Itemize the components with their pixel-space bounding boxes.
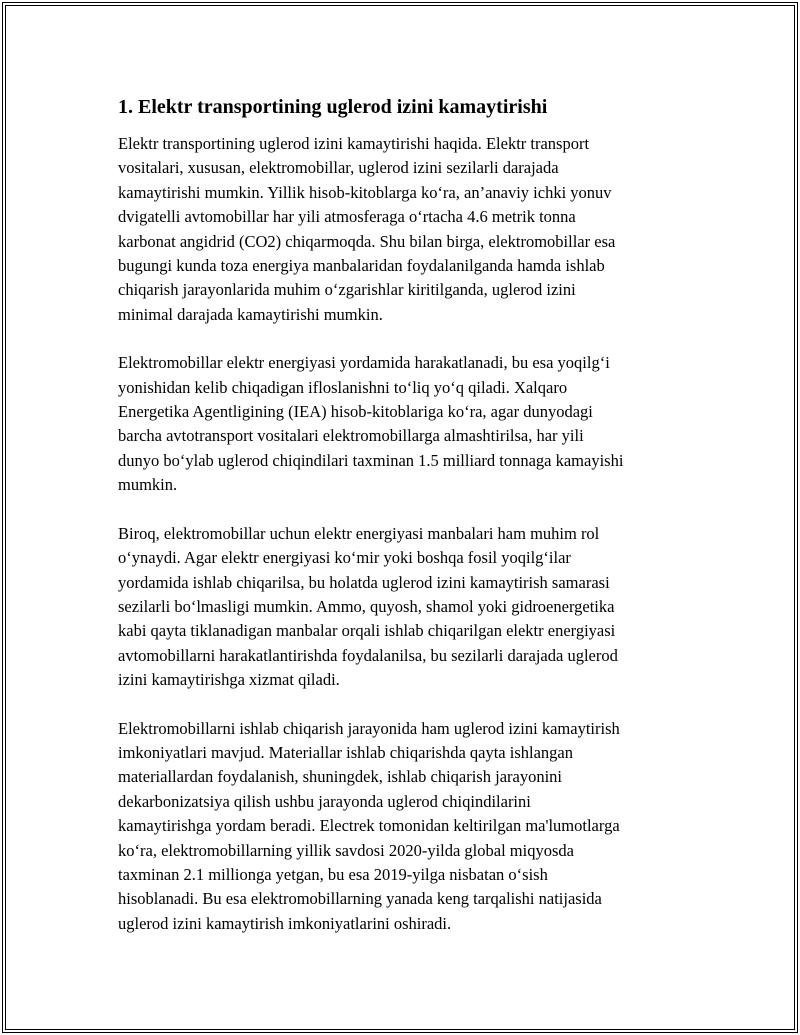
- section-heading: 1. Elektr transportining uglerod izini kamaytirishi: [118, 96, 548, 118]
- document-page: [118, 92, 692, 960]
- paragraph-3: Biroq, elektromobillar uchun elektr energiyasi manbalari ham muhim rol o‘ynaydi. Agar elektr energiyasi ko‘mir yoki boshqa fosil yoqilg‘ilar yordamida ishlab chiqarilsa, bu holatda uglerod izini kamaytirish samarasi sezilarli bo‘lmasligi mumkin. Ammo, quyosh, shamol yoki gidroenergetika kabi qayta tiklanadigan manbalar orqali ishlab chiqarilgan elektr energiyasi avtomobillarni harakatlantirishda foydalanilsa, bu sezilarli darajada uglerod izini kamaytirishga xizmat qiladi.: [118, 523, 618, 690]
- paragraph-1: Elektr transportining uglerod izini kamaytirishi haqida. Elektr transport vositalari, xususan, elektromobillar, uglerod izini sezilarli darajada kamaytirishi mumkin. Yillik hisob-kitoblarga ko‘ra, an’anaviy ichki yonuv dvigatelli avtomobillar har yili atmosferaga o‘rtacha 4.6 metrik tonna karbonat angidrid (CO2) chiqarmoqda. Shu bilan birga, elektromobillar esa bugungi kunda toza energiya manbalaridan foydalanilganda hamda ishlab chiqarish jarayonlarida muhim o‘zgarishlar kiritilganda, uglerod izini minimal darajada kamaytirishi mumkin.: [118, 134, 616, 324]
- paragraph-4: Elektromobillarni ishlab chiqarish jarayonida ham uglerod izini kamaytirish imkoniyatlari mavjud. Materiallar ishlab chiqarishda qayta ishlangan materiallardan foydalanish, shuningdek, ishlab chiqarish jarayonini dekarbonizatsiya qilish ushbu jarayonda uglerod chiqindilarini kamaytirishga yordam beradi. Electrek tomonidan keltirilgan ma'lumotlarga ko‘ra, elektromobillarning yillik savdosi 2020-yilda global miqyosda taxminan 2.1 millionga yetgan, bu esa 2019-yilga nisbatan o‘sish hisoblanadi. Bu esa elektromobillarning yanada keng tarqalishi natijasida uglerod izini kamaytirish imkoniyatlarini oshiradi.: [118, 718, 620, 933]
- paragraph-2: Elektromobillar elektr energiyasi yordamida harakatlanadi, bu esa yoqilg‘i yonishidan kelib chiqadigan ifloslanishni to‘liq yo‘q qiladi. Xalqaro Energetika Agentligining (IEA) hisob-kitoblariga ko‘ra, agar dunyodagi barcha avtotransport vositalari elektromobillarga almashtirilsa, har yili dunyo bo‘ylab uglerod chiqindilari taxminan 1.5 milliard tonnaga kamayishi mumkin.: [118, 353, 624, 495]
